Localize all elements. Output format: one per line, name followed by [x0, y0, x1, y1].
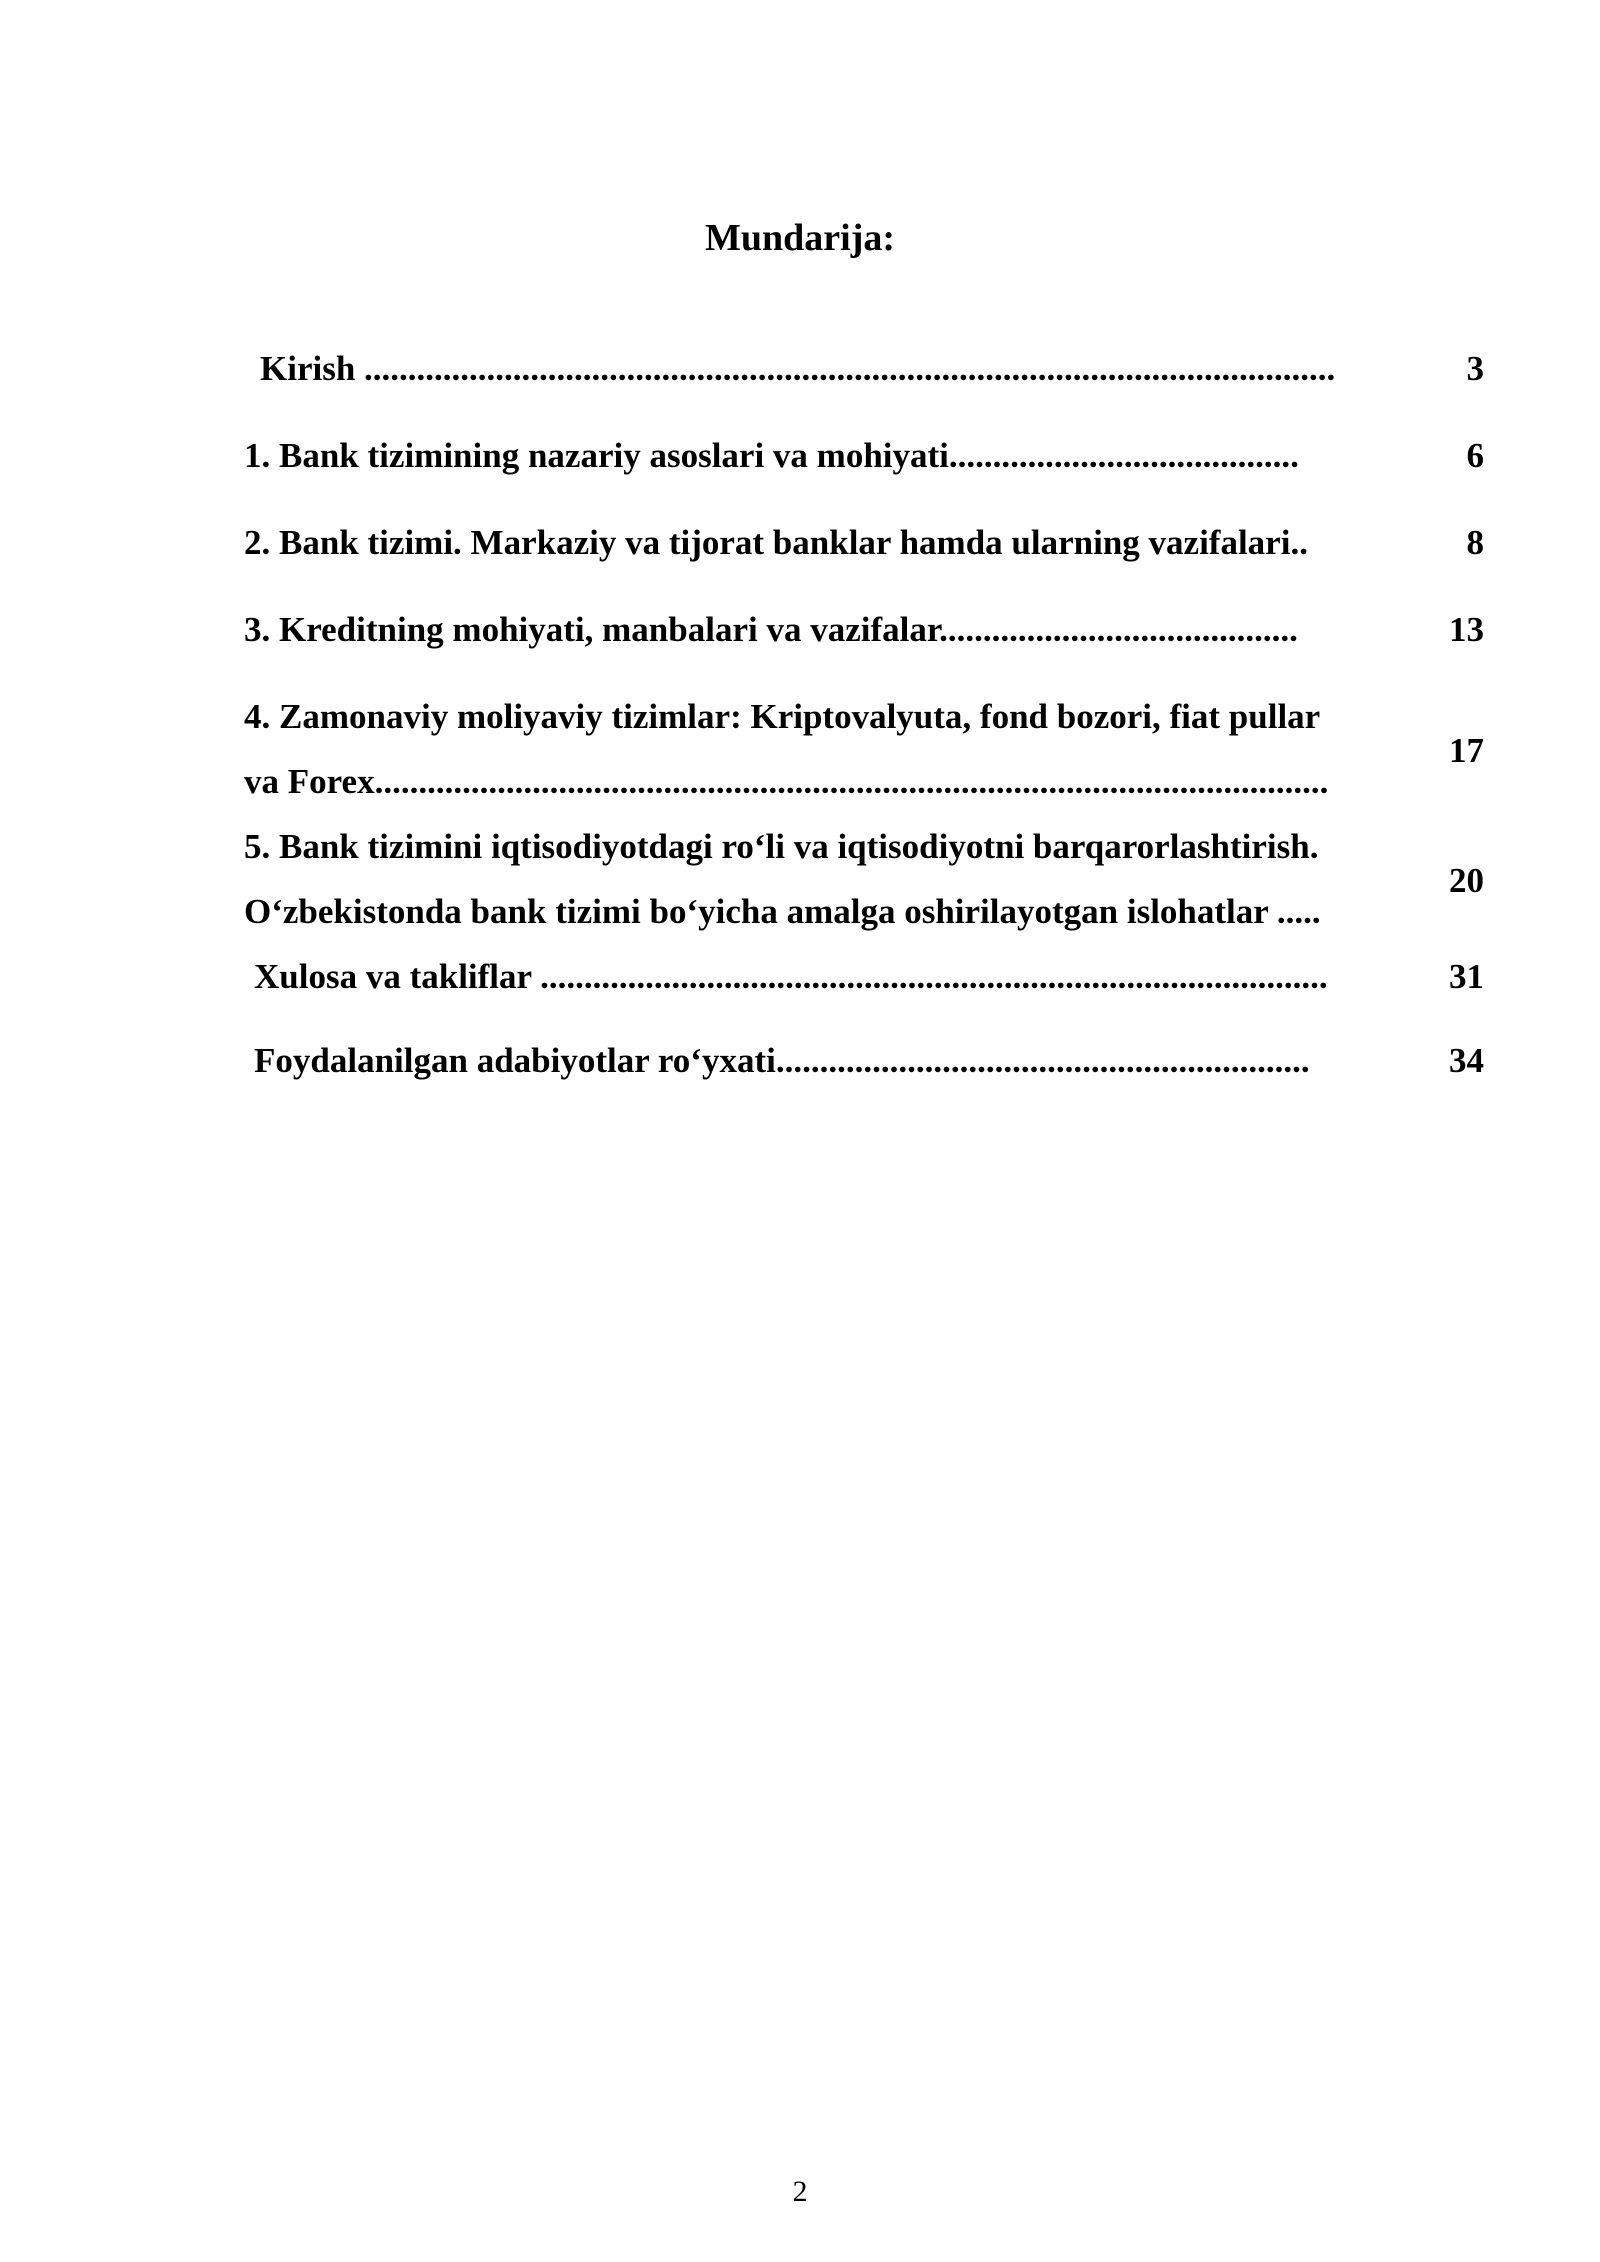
toc-entry-page: 34: [1449, 1041, 1484, 1080]
toc-entry-text: Foydalanilgan adabiyotlar ro‘yxati.............................................................: [254, 1041, 1310, 1080]
toc-entry-4: [244, 684, 1484, 814]
toc-entry-text-line1: 5. Bank tizimini iqtisodiyotdagi ro‘li va iqtisodiyotni barqarorlashtirish.: [244, 827, 1319, 866]
toc-entry-text-line2: O‘zbekistonda bank tizimi bo‘yicha amalga oshirilayotgan islohatlar .....: [244, 892, 1321, 931]
toc-entry-3: [244, 597, 1484, 662]
page-number: 2: [792, 2175, 808, 2208]
toc-entry-page: 6: [1466, 436, 1484, 475]
toc-entry-adabiyotlar: [244, 1028, 1484, 1093]
toc-entry-5: [244, 814, 1484, 944]
toc-entry-page: 8: [1466, 523, 1484, 562]
toc-title: Mundarija:: [705, 217, 895, 259]
toc-entry-2: [244, 510, 1484, 575]
toc-entry-text: Kirish ...............................................................................................................: [260, 349, 1336, 388]
toc-entry-text: 3. Kreditning mohiyati, manbalari va vazifalar.........................................: [244, 610, 1298, 649]
toc-entry-page: 3: [1466, 349, 1484, 388]
toc-entry-text-line1: 4. Zamonaviy moliyaviy tizimlar: Kriptovalyuta, fond bozori, fiat pullar: [244, 697, 1321, 736]
toc-entry-page: 13: [1449, 610, 1484, 649]
toc-entry-kirish: [244, 336, 1484, 401]
toc-entry-1: [244, 423, 1484, 488]
toc-entry-text: Xulosa va takliflar ..........................................................................................: [254, 957, 1328, 996]
toc-entry-page: 20: [1449, 861, 1484, 900]
toc-entry-text: 2. Bank tizimi. Markaziy va tijorat banklar hamda ularning vazifalari..: [244, 523, 1308, 562]
toc-entry-xulosa: [244, 944, 1484, 1009]
toc-entry-page: 17: [1449, 731, 1484, 770]
toc-entry-page: 31: [1449, 957, 1484, 996]
toc-entry-text-line2: va Forex.............................................................................................................: [244, 762, 1329, 801]
toc-entry-text: 1. Bank tizimining nazariy asoslari va mohiyati........................................: [244, 436, 1299, 475]
